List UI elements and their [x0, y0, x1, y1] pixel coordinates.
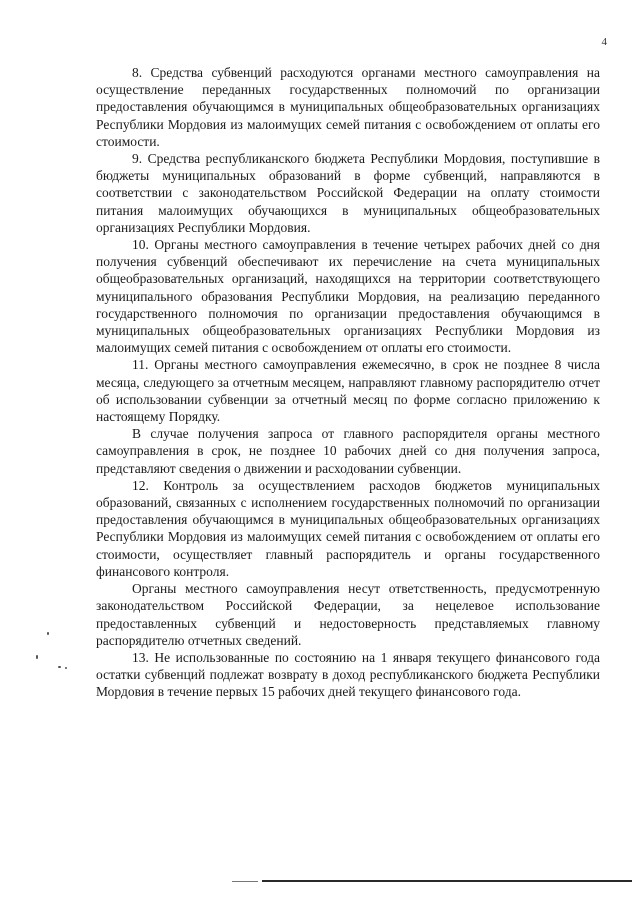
scan-mark: [58, 666, 61, 668]
paragraph-13: 13. Не использованные по состоянию на 1 января текущего финансового года остатки субвенций подлежат возврату в доход республиканского бюджета Республики Мордовия в течение первых 15 рабочих дней текущего финансового года.: [96, 649, 600, 700]
document-body: [96, 64, 600, 701]
paragraph-12: 12. Контроль за осуществлением расходов бюджетов муниципальных образований, связанных с исполнением государственных полномочий по организации предоставления обучающимся в муниципальных общеобразовательных организациях Республики Мордовия из малоимущих семей питания с освобождением от оплаты его стоимости, осуществляет главный распорядитель и органы государственного финансового контроля.: [96, 477, 600, 579]
paragraph-12-responsibility: Органы местного самоуправления несут ответственность, предусмотренную законодательством Российской Федерации, за нецелевое использование предоставленных субвенций и недостоверность представляемых главному распорядителю отчетных сведений.: [96, 581, 600, 648]
scan-edge-line: [232, 881, 258, 882]
paragraph-9: 9. Средства республиканского бюджета Республики Мордовия, поступившие в бюджеты муниципальных образований в форме субвенций, направляются в соответствии с законодательством Российской Федерации на оплату стоимости питания малоимущих обучающихся в муниципальных общеобразовательных организациях Республики Мордовия.: [96, 151, 600, 235]
page-number: 4: [601, 36, 607, 48]
paragraph-8: 8. Средства субвенций расходуются органами местного самоуправления на осуществление переданных государственных полномочий по организации предоставления обучающимся в муниципальных общеобразовательных организациях Республики Мордовия из малоимущих семей питания с освобождением от оплаты его стоимости.: [96, 65, 600, 149]
paragraph-11: 11. Органы местного самоуправления ежемесячно, в срок не позднее 8 числа месяца, следующего за отчетным месяцем, направляют главному распорядителю отчет об использовании субвенции за отчетный месяц по форме согласно приложению к настоящему Порядку.: [96, 357, 600, 425]
paragraph-10: 10. Органы местного самоуправления в течение четырех рабочих дней со дня получения субвенций обеспечивают их перечисление на счета муниципальных общеобразовательных организаций, находящихся на территории соответствующего муниципального образования Республики Мордовия, на реализацию переданного государственного полномочия по организации предоставления обучающимся в муниципальных общеобразовательных организациях Республики Мордовия из малоимущих семей питания с освобождением от оплаты его стоимости.: [96, 237, 600, 356]
scan-mark: [36, 655, 38, 659]
scan-mark: [47, 632, 49, 635]
paragraph-11-request: В случае получения запроса от главного распорядителя органы местного самоуправления в срок, не позднее 10 рабочих дней со дня получения запроса, представляют сведения о движении и расходовании субвенции.: [96, 426, 600, 476]
scan-mark: [65, 667, 67, 669]
scan-edge-line: [262, 880, 632, 882]
